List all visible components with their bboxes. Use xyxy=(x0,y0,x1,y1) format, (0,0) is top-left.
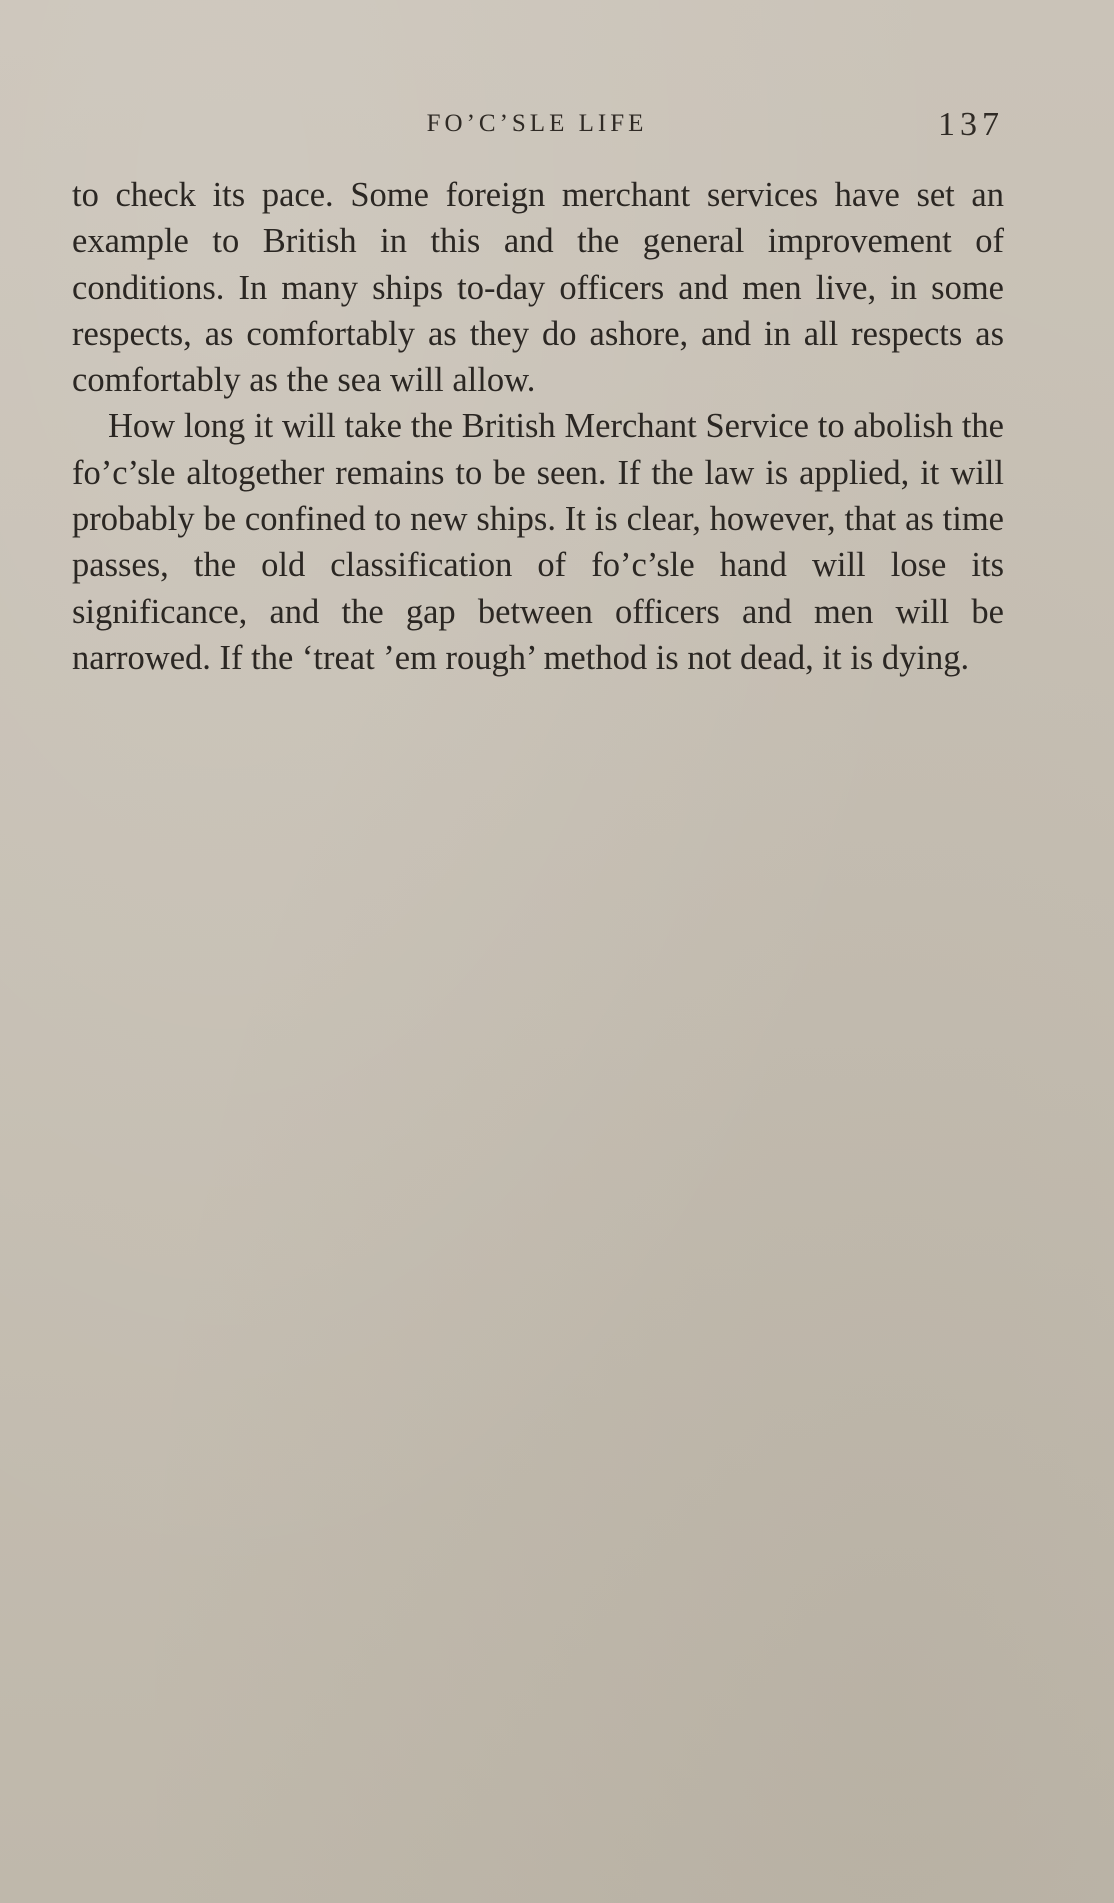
paragraph: How long it will take the British Merchant Service to abolish the fo’c’sle altogether remains to be seen. If the law is applied, it will probably be confined to new ships. It is clear, however, that as time passes, the old classification of fo’c’sle hand will lose its significance, and the gap between officers and men will be narrowed. If the ‘treat ’em rough’ method is not dead, it is dying. xyxy=(72,407,1004,677)
paragraph-continuation: to check its pace. Some foreign merchant services have set an example to British in this and the general improvement of conditions. In many ships to-day officers and men live, in some respects, as comfortably as they do ashore, and in all respects as comfortably as the sea will allow. xyxy=(72,176,1004,400)
running-title: FO’C’SLE LIFE xyxy=(426,110,648,137)
running-head xyxy=(70,106,1004,146)
body-text xyxy=(72,172,1004,681)
page-number: 137 xyxy=(938,106,1004,143)
